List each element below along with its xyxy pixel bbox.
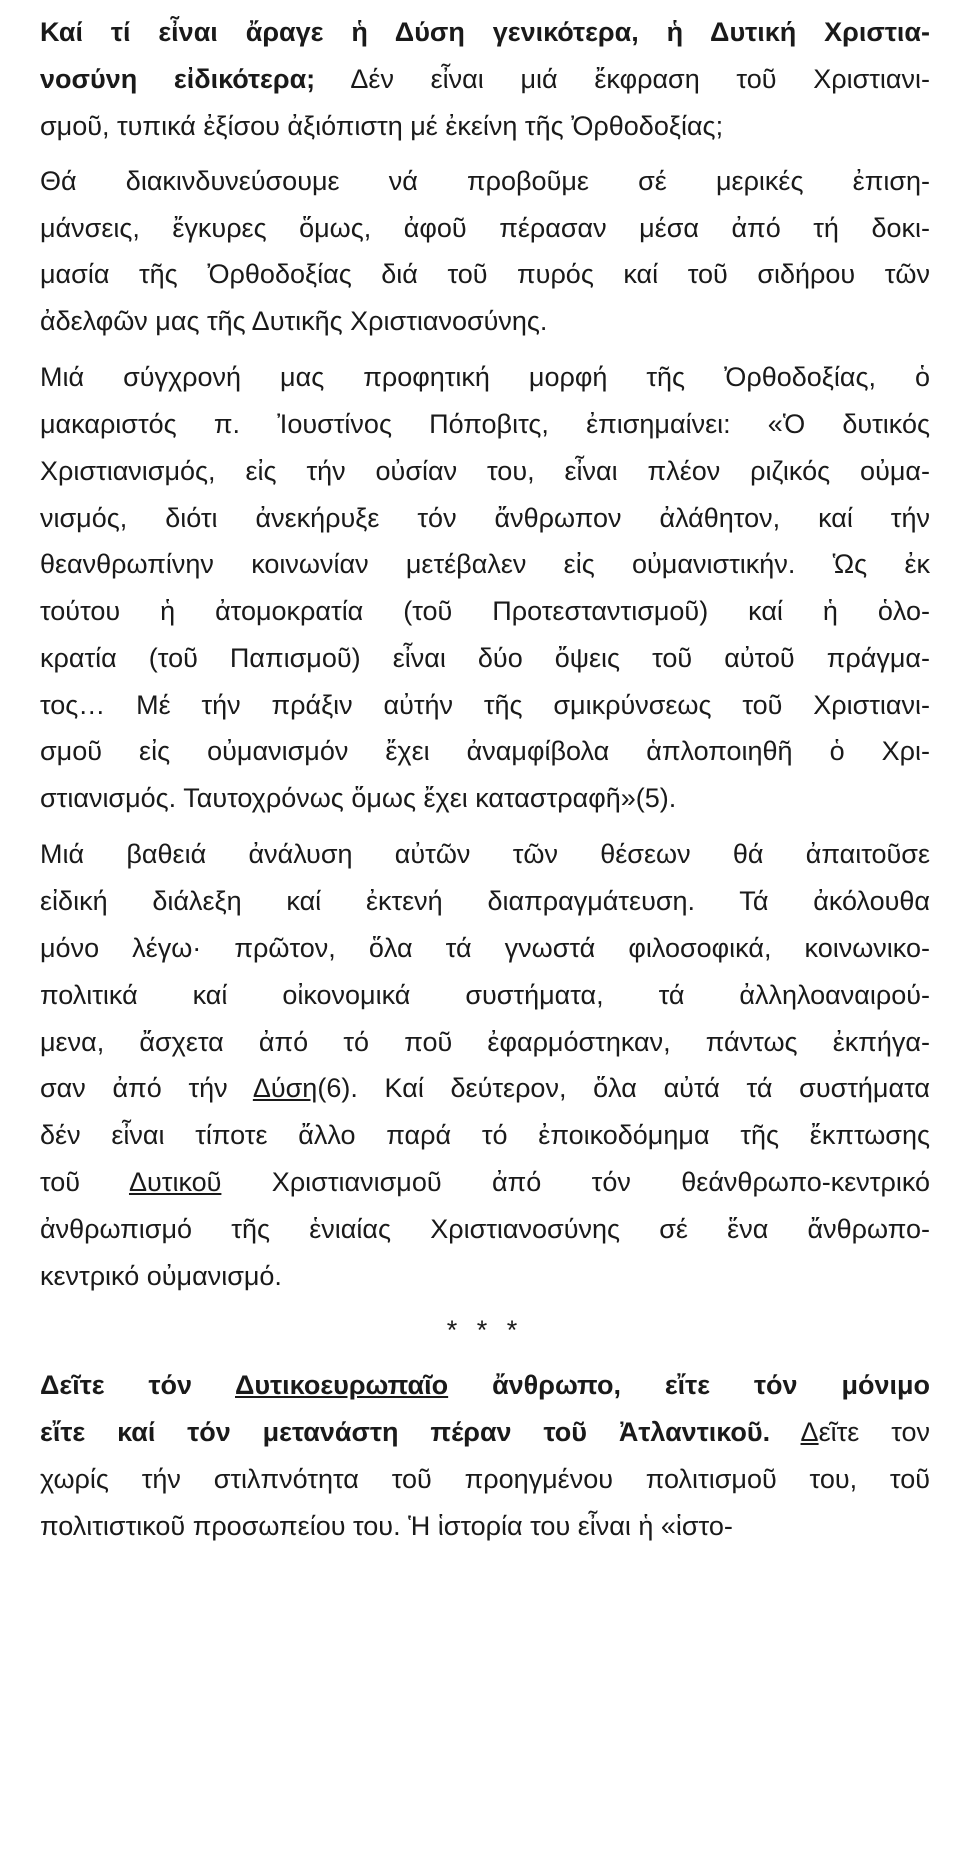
text-span: πολιτικά καί οἰκονομικά συστήματα, τά ἀλληλοαναιρού- bbox=[40, 980, 930, 1010]
text-line bbox=[40, 879, 930, 923]
text-span: μασία τῆς Ὀρθοδοξίας διά τοῦ πυρός καί τοῦ σιδήρου τῶν bbox=[40, 259, 930, 289]
text-span: τος… Μέ τήν πράξιν αὐτήν τῆς σμικρύνσεως τοῦ Χριστιανι- bbox=[40, 690, 930, 720]
text-span: μόνο λέγω· πρῶτον, ὅλα τά γνωστά φιλοσοφικά, κοινωνικο- bbox=[40, 933, 930, 963]
text-span: σαν ἀπό τήν bbox=[40, 1073, 253, 1103]
text-span: (6). Καί δεύτερον, ὅλα αὐτά τά συστήματα bbox=[317, 1073, 930, 1103]
text-span: πολιτιστικοῦ προσωπείου του. Ἡ ἱστορία του εἶναι ἡ «ἱστο- bbox=[40, 1511, 733, 1541]
text-line bbox=[40, 636, 930, 680]
text-span bbox=[770, 1417, 800, 1447]
text-line bbox=[40, 1504, 930, 1548]
text-line bbox=[40, 1160, 930, 1204]
bold-text: ἄνθρωπο, εἴτε τόν μόνιμο bbox=[448, 1370, 930, 1400]
bold-text: Δύση γενικότερα, ἡ bbox=[394, 17, 711, 47]
text-line bbox=[40, 729, 930, 773]
text-span: ἀδελφῶν μας τῆς Δυτικῆς Χριστιανοσύνης. bbox=[40, 306, 548, 336]
underlined-text: Δύση bbox=[252, 1073, 318, 1103]
text-span: Χριστιανισμός, εἰς τήν οὐσίαν του, εἶναι πλέον ριζικός οὐμα- bbox=[40, 456, 930, 486]
text-line bbox=[40, 10, 930, 54]
text-span: ἀνθρωπισμό τῆς ἑνιαίας Χριστιανοσύνης σέ ἕνα ἄνθρωπο- bbox=[40, 1214, 930, 1244]
bold-text: Δυτικοευρωπαῖο bbox=[235, 1370, 449, 1400]
text-span: εῖτε τον bbox=[818, 1417, 931, 1447]
text-span: Μιά βαθειά ἀνάλυση αὐτῶν τῶν θέσεων θά ἀπαιτοῦσε bbox=[40, 839, 930, 869]
separator-text: * * * bbox=[446, 1315, 524, 1345]
text-line bbox=[40, 1207, 930, 1251]
text-line bbox=[40, 1410, 930, 1454]
text-line bbox=[40, 973, 930, 1017]
text-line bbox=[40, 1020, 930, 1064]
text-span: μακαριστός π. Ἰουστίνος Πόποβιτς, ἐπισημαίνει: «Ὁ δυτικός bbox=[40, 409, 930, 439]
text-line bbox=[40, 1113, 930, 1157]
text-span: δέν εἶναι τίποτε ἄλλο παρά τό ἐποικοδόμημα τῆς ἔκπτωσης bbox=[40, 1120, 930, 1150]
text-span: κεντρικό οὐμανισμό. bbox=[40, 1261, 282, 1291]
text-span: θεανθρωπίνην κοινωνίαν μετέβαλεν εἰς οὐμανιστικήν. Ὡς ἐκ bbox=[40, 549, 930, 579]
text-line bbox=[40, 449, 930, 493]
text-line bbox=[40, 1066, 930, 1110]
text-span: στιανισμός. Ταυτοχρόνως ὅμως ἔχει καταστραφῆ»(5). bbox=[40, 783, 677, 813]
text-span: Χριστιανισμοῦ ἀπό τόν θεάνθρωπο-κεντρικό bbox=[221, 1167, 930, 1197]
text-span: μάνσεις, ἔγκυρες ὅμως, ἀφοῦ πέρασαν μέσα ἀπό τή δοκι- bbox=[40, 213, 930, 243]
text-span: χωρίς τήν στιλπνότητα τοῦ προηγμένου πολιτισμοῦ του, τοῦ bbox=[40, 1464, 930, 1494]
text-span: εἰδική διάλεξη καί ἐκτενή διαπραγμάτευση. Τά ἀκόλουθα bbox=[40, 886, 930, 916]
text-line bbox=[40, 542, 930, 586]
text-line bbox=[40, 1363, 930, 1407]
text-line bbox=[40, 926, 930, 970]
text-line bbox=[40, 299, 930, 343]
underlined-text: Δ bbox=[800, 1417, 819, 1447]
text-line bbox=[40, 206, 930, 250]
text-line bbox=[40, 402, 930, 446]
text-line bbox=[40, 1254, 930, 1298]
bold-text: νοσύνη εἰδικότερα; bbox=[40, 64, 316, 94]
text-span: σμοῦ εἰς οὐμανισμόν ἔχει ἀναμφίβολα ἁπλοποιηθῆ ὁ Χρι- bbox=[40, 736, 930, 766]
bold-text: Δυτική Χριστια- bbox=[710, 17, 930, 47]
text-span: Δέν εἶναι μιά ἔκφραση τοῦ Χριστιανι- bbox=[315, 64, 930, 94]
text-span: μενα, ἄσχετα ἀπό τό ποῦ ἐφαρμόστηκαν, πάντως ἐκπήγα- bbox=[40, 1027, 930, 1057]
text-span: νισμός, διότι ἀνεκήρυξε τόν ἄνθρωπον ἀλάθητον, καί τήν bbox=[40, 503, 930, 533]
text-line bbox=[40, 589, 930, 633]
text-line bbox=[40, 104, 930, 148]
text-line bbox=[40, 496, 930, 540]
bold-text: εἴτε καί τόν μετανάστη πέραν τοῦ Ἀτλαντικοῦ. bbox=[40, 1417, 771, 1447]
text-span: τοῦ bbox=[40, 1167, 129, 1197]
bold-text: Δεῖτε τόν bbox=[40, 1370, 235, 1400]
text-line bbox=[40, 1457, 930, 1501]
text-span: τούτου ἡ ἀτομοκρατία (τοῦ Προτεσταντισμοῦ) καί ἡ ὁλο- bbox=[40, 596, 930, 626]
text-line bbox=[40, 252, 930, 296]
text-line bbox=[40, 355, 930, 399]
text-line bbox=[40, 832, 930, 876]
underlined-text: Δυτικοῦ bbox=[128, 1167, 222, 1197]
text-span: σμοῦ, τυπικά ἐξίσου ἀξιόπιστη μέ ἐκείνη τῆς Ὀρθοδοξίας; bbox=[40, 111, 724, 141]
text-line bbox=[40, 159, 930, 203]
bold-text: Καί τί εἶναι ἄραγε ἡ bbox=[40, 17, 395, 47]
text-line bbox=[40, 57, 930, 101]
text-span: κρατία (τοῦ Παπισμοῦ) εἶναι δύο ὄψεις τοῦ αὐτοῦ πράγμα- bbox=[40, 643, 930, 673]
text-span: Θά διακινδυνεύσουμε νά προβοῦμε σέ μερικές ἐπιση- bbox=[40, 166, 930, 196]
text-line bbox=[40, 683, 930, 727]
text-line bbox=[40, 776, 930, 820]
text-span: Μιά σύγχρονή μας προφητική μορφή τῆς Ὀρθοδοξίας, ὁ bbox=[40, 362, 930, 392]
